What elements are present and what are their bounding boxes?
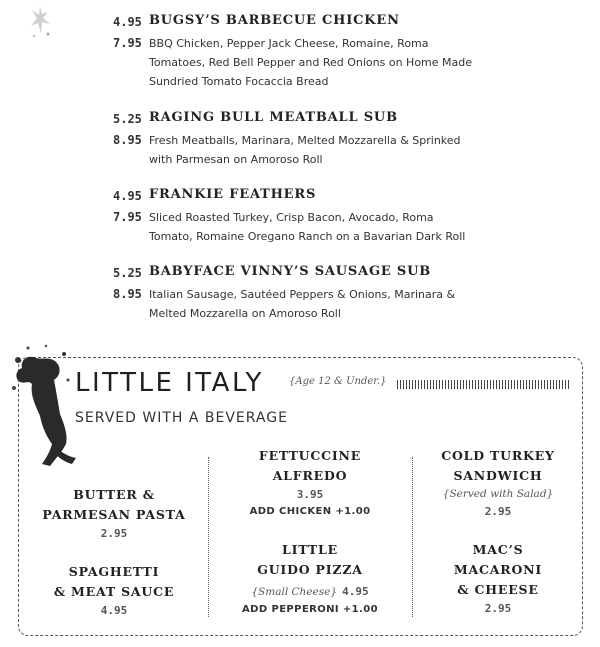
item-title: BABYFACE VINNY’S SAUSAGE SUB	[149, 264, 432, 279]
item-title: RAGING BULL MEATBALL SUB	[149, 110, 398, 125]
kids-item-addon: ADD PEPPERONI +1.00	[242, 604, 378, 615]
item-title: FRANKIE FEATHERS	[149, 187, 317, 202]
price-small: 4.95	[113, 189, 142, 203]
menu-item-raging-bull	[113, 110, 483, 170]
ink-splat-icon	[28, 4, 54, 44]
item-description: BBQ Chicken, Pepper Jack Cheese, Romaine, Roma Tomatoes, Red Bell Pepper and Red Onions on Home Made Sundried Tomato Focaccia Bread	[149, 37, 473, 88]
item-description: Sliced Roasted Turkey, Crisp Bacon, Avocado, Roma Tomato, Romaine Oregano Ranch on a Bavarian Dark Roll	[149, 211, 466, 243]
kids-item-fettuccine	[215, 446, 405, 520]
kids-menu-title: LITTLE ITALY	[75, 368, 264, 398]
kids-menu-subtitle: SERVED WITH A BEVERAGE	[75, 410, 288, 426]
kids-item-price: 2.95	[100, 527, 128, 540]
kids-item-macs-macaroni	[418, 540, 578, 617]
price-large: 8.95	[113, 133, 142, 147]
menu-item-babyface-vinny	[113, 264, 483, 324]
menu-item-bugsy	[113, 13, 483, 91]
kids-item-spaghetti	[26, 562, 202, 619]
item-prices	[113, 110, 142, 150]
kids-item-cold-turkey	[418, 446, 578, 520]
kids-item-name: FETTUCCINE ALFREDO	[258, 448, 362, 483]
menu-item-frankie-feathers	[113, 187, 483, 247]
item-title: BUGSY’S BARBECUE CHICKEN	[149, 13, 400, 28]
price-large: 7.95	[113, 210, 142, 224]
kids-age-note: {Age 12 & Under.}	[289, 376, 387, 387]
kids-item-note-price	[215, 580, 405, 601]
kids-item-addon: ADD CHICKEN +1.00	[249, 506, 371, 517]
kids-item-little-guido	[215, 540, 405, 618]
price-large: 7.95	[113, 36, 142, 50]
kids-item-name: BUTTER & PARMESAN PASTA	[42, 487, 186, 522]
kids-item-name: COLD TURKEY SANDWICH	[441, 448, 555, 483]
kids-item-name: SPAGHETTI & MEAT SAUCE	[53, 564, 175, 599]
price-small: 5.25	[113, 112, 142, 126]
item-prices	[113, 187, 142, 227]
kids-item-note: {Small Cheese}	[251, 586, 338, 598]
kids-item-price: 4.95	[342, 585, 369, 598]
price-small: 5.25	[113, 266, 142, 280]
column-divider	[412, 457, 413, 617]
kids-item-name: LITTLE GUIDO PIZZA	[257, 542, 363, 577]
kids-item-price: 2.95	[484, 602, 512, 615]
italy-boot-figure-icon	[6, 340, 86, 480]
kids-item-price: 3.95	[296, 488, 324, 501]
column-divider	[208, 457, 209, 617]
kids-item-note: {Served with Salad}	[442, 488, 554, 500]
price-small: 4.95	[113, 15, 142, 29]
item-prices	[113, 13, 142, 53]
item-description: Italian Sausage, Sautéed Peppers & Onions, Marinara & Melted Mozzarella on Amoroso Roll	[149, 288, 456, 320]
kids-item-price: 2.95	[484, 505, 512, 518]
kids-item-butter-parmesan	[26, 485, 202, 542]
item-description: Fresh Meatballs, Marinara, Melted Mozzarella & Sprinked with Parmesan on Amoroso Roll	[149, 134, 461, 166]
kids-item-name: MAC’S MACARONI & CHEESE	[453, 542, 543, 597]
price-large: 8.95	[113, 287, 142, 301]
kids-item-price: 4.95	[100, 604, 128, 617]
decorative-rule	[397, 380, 571, 389]
item-prices	[113, 264, 142, 304]
